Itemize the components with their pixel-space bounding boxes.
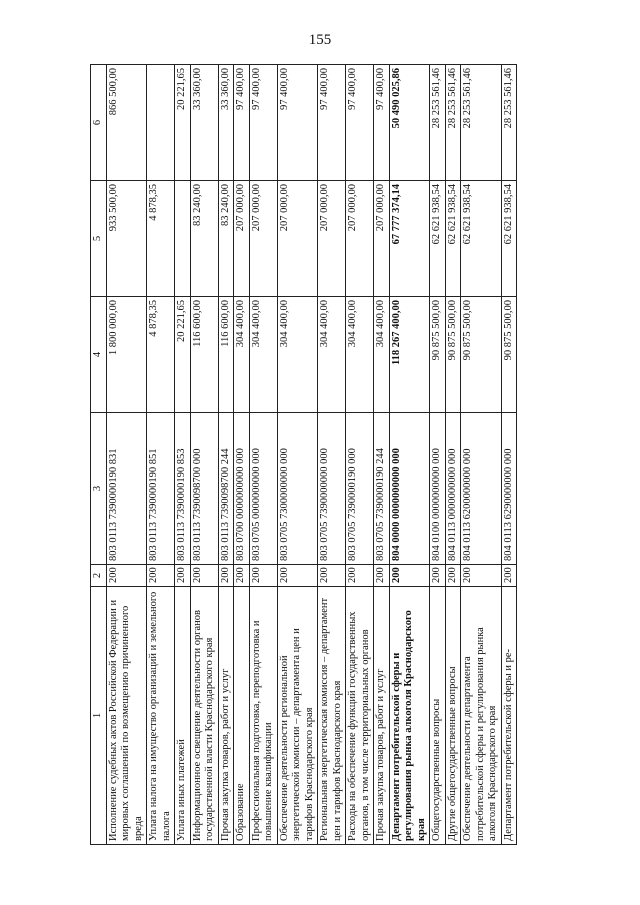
row-name-cell: Региональная энергетическая комиссия – департамент цен и тарифов Краснодарского края [318, 587, 346, 845]
table-row [430, 65, 446, 845]
row-amount-remaining-cell: 97 400,00 [277, 65, 318, 181]
row-kvr-cell: 200 [346, 565, 374, 587]
row-name-cell: Образование [234, 587, 250, 845]
row-amount-executed-cell: 207 000,00 [277, 181, 318, 297]
row-amount-plan-cell: 304 400,00 [346, 297, 374, 413]
row-amount-plan-cell: 1 800 000,00 [106, 297, 147, 413]
row-kvr-cell: 200 [461, 565, 502, 587]
row-amount-executed-cell: 207 000,00 [318, 181, 346, 297]
row-amount-remaining-cell: 33 360,00 [190, 65, 218, 181]
header-row [91, 65, 107, 845]
row-code-cell: 803 0705 7390000190 244 [374, 413, 390, 565]
row-code-cell: 803 0705 0000000000 000 [249, 413, 277, 565]
table-row [445, 65, 461, 845]
table-row [175, 65, 191, 845]
row-amount-remaining-cell: 866 500,00 [106, 65, 147, 181]
row-amount-executed-cell: 933 500,00 [106, 181, 147, 297]
row-amount-plan-cell: 304 400,00 [249, 297, 277, 413]
row-name-cell: Другие общегосударственные вопросы [445, 587, 461, 845]
table-row [249, 65, 277, 845]
row-kvr-cell: 200 [389, 565, 430, 587]
row-name-cell: Обеспечение деятельности региональной энергетической комиссии – департамента цен и тарифов Краснодарского края [277, 587, 318, 845]
table-row [277, 65, 318, 845]
table-row [190, 65, 218, 845]
row-amount-executed-cell: 67 777 374,14 [389, 181, 430, 297]
header-cell: 5 [91, 181, 107, 297]
row-amount-remaining-cell: 33 360,00 [218, 65, 234, 181]
row-code-cell: 803 0700 0000000000 000 [234, 413, 250, 565]
row-amount-executed-cell: 62 621 938,54 [430, 181, 446, 297]
table-row [106, 65, 147, 845]
row-amount-plan-cell: 118 267 400,00 [389, 297, 430, 413]
row-code-cell: 804 0113 6290000000 000 [501, 413, 517, 565]
row-code-cell: 804 0113 0000000000 000 [445, 413, 461, 565]
table-row [461, 65, 502, 845]
page-number: 155 [308, 32, 332, 48]
row-code-cell: 803 0705 7390000190 000 [346, 413, 374, 565]
row-amount-remaining-cell: 97 400,00 [249, 65, 277, 181]
row-kvr-cell: 200 [249, 565, 277, 587]
row-kvr-cell: 200 [374, 565, 390, 587]
header-cell: 2 [91, 565, 107, 587]
row-kvr-cell: 200 [277, 565, 318, 587]
row-amount-executed-cell: 62 621 938,54 [501, 181, 517, 297]
row-name-cell: Исполнение судебных актов Российской Федерации и мировых соглашений по возмещению причиненного вреда [106, 587, 147, 845]
table-row [389, 65, 430, 845]
header-cell: 6 [91, 65, 107, 181]
row-amount-plan-cell: 116 600,00 [218, 297, 234, 413]
row-name-cell: Прочая закупка товаров, работ и услуг [374, 587, 390, 845]
row-amount-plan-cell: 90 875 500,00 [430, 297, 446, 413]
row-code-cell: 803 0113 7390000190 853 [175, 413, 191, 565]
row-amount-executed-cell: 207 000,00 [346, 181, 374, 297]
budget-table [90, 64, 517, 845]
row-amount-remaining-cell: 28 253 561,46 [445, 65, 461, 181]
row-name-cell: Департамент потребительской сферы и регулирования рынка алкоголя Краснодарского края [389, 587, 430, 845]
row-amount-executed-cell: 62 621 938,54 [461, 181, 502, 297]
row-code-cell: 804 0113 6200000000 000 [461, 413, 502, 565]
row-code-cell: 803 0113 7390000190 831 [106, 413, 147, 565]
row-amount-plan-cell: 304 400,00 [318, 297, 346, 413]
rotated-table-container [90, 65, 595, 845]
row-amount-remaining-cell: 20 221,65 [175, 65, 191, 181]
row-name-cell: Информационное освещение деятельности органов государственной власти Краснодарского края [190, 587, 218, 845]
row-kvr-cell: 200 [318, 565, 346, 587]
row-kvr-cell: 200 [190, 565, 218, 587]
row-kvr-cell: 200 [234, 565, 250, 587]
row-amount-plan-cell: 90 875 500,00 [461, 297, 502, 413]
table-row [374, 65, 390, 845]
row-code-cell: 804 0100 0000000000 000 [430, 413, 446, 565]
row-name-cell: Расходы на обеспечение функций государственных органов, в том числе территориальных органов [346, 587, 374, 845]
row-name-cell: Общегосударственные вопросы [430, 587, 446, 845]
row-amount-executed-cell [175, 181, 191, 297]
header-cell: 4 [91, 297, 107, 413]
row-amount-remaining-cell: 50 490 025,86 [389, 65, 430, 181]
row-amount-remaining-cell: 28 253 561,46 [501, 65, 517, 181]
row-code-cell: 804 0000 0000000000 000 [389, 413, 430, 565]
table-row [218, 65, 234, 845]
row-name-cell: Профессиональная подготовка, переподготовка и повышение квалификации [249, 587, 277, 845]
row-amount-remaining-cell: 28 253 561,46 [430, 65, 446, 181]
row-amount-remaining-cell [147, 65, 175, 181]
row-code-cell: 803 0113 7390098700 000 [190, 413, 218, 565]
table-body [106, 65, 517, 845]
row-code-cell: 803 0113 7390000190 851 [147, 413, 175, 565]
row-amount-plan-cell: 304 400,00 [374, 297, 390, 413]
row-name-cell: Прочая закупка товаров, работ и услуг [218, 587, 234, 845]
row-amount-executed-cell: 207 000,00 [374, 181, 390, 297]
row-amount-plan-cell: 20 221,65 [175, 297, 191, 413]
row-amount-plan-cell: 304 400,00 [277, 297, 318, 413]
row-amount-plan-cell: 90 875 500,00 [445, 297, 461, 413]
row-kvr-cell: 200 [175, 565, 191, 587]
row-amount-executed-cell: 83 240,00 [190, 181, 218, 297]
row-name-cell: Уплата налога на имущество организаций и земельного налога [147, 587, 175, 845]
row-code-cell: 803 0705 7390000000 000 [318, 413, 346, 565]
row-amount-remaining-cell: 28 253 561,46 [461, 65, 502, 181]
row-amount-remaining-cell: 97 400,00 [346, 65, 374, 181]
row-name-cell: Департамент потребительской сферы и ре- [501, 587, 517, 845]
row-kvr-cell: 200 [106, 565, 147, 587]
row-amount-executed-cell: 83 240,00 [218, 181, 234, 297]
row-name-cell: Обеспечение деятельности департамента потребительской сферы и регулирования рынка алкоголя Краснодарского края [461, 587, 502, 845]
header-cell: 1 [91, 587, 107, 845]
row-kvr-cell: 200 [218, 565, 234, 587]
row-amount-plan-cell: 304 400,00 [234, 297, 250, 413]
table-row [147, 65, 175, 845]
table-row [501, 65, 517, 845]
row-amount-remaining-cell: 97 400,00 [234, 65, 250, 181]
row-amount-executed-cell: 207 000,00 [249, 181, 277, 297]
row-amount-plan-cell: 4 878,35 [147, 297, 175, 413]
row-amount-executed-cell: 62 621 938,54 [445, 181, 461, 297]
table-row [346, 65, 374, 845]
row-amount-plan-cell: 90 875 500,00 [501, 297, 517, 413]
row-name-cell: Уплата иных платежей [175, 587, 191, 845]
row-amount-remaining-cell: 97 400,00 [318, 65, 346, 181]
row-kvr-cell: 200 [445, 565, 461, 587]
header-cell: 3 [91, 413, 107, 565]
row-amount-executed-cell: 207 000,00 [234, 181, 250, 297]
table-row [234, 65, 250, 845]
row-amount-plan-cell: 116 600,00 [190, 297, 218, 413]
table-row [318, 65, 346, 845]
row-code-cell: 803 0705 7300000000 000 [277, 413, 318, 565]
row-kvr-cell: 200 [147, 565, 175, 587]
row-kvr-cell: 200 [430, 565, 446, 587]
row-amount-executed-cell: 4 878,35 [147, 181, 175, 297]
row-kvr-cell: 200 [501, 565, 517, 587]
row-code-cell: 803 0113 7390098700 244 [218, 413, 234, 565]
row-amount-remaining-cell: 97 400,00 [374, 65, 390, 181]
